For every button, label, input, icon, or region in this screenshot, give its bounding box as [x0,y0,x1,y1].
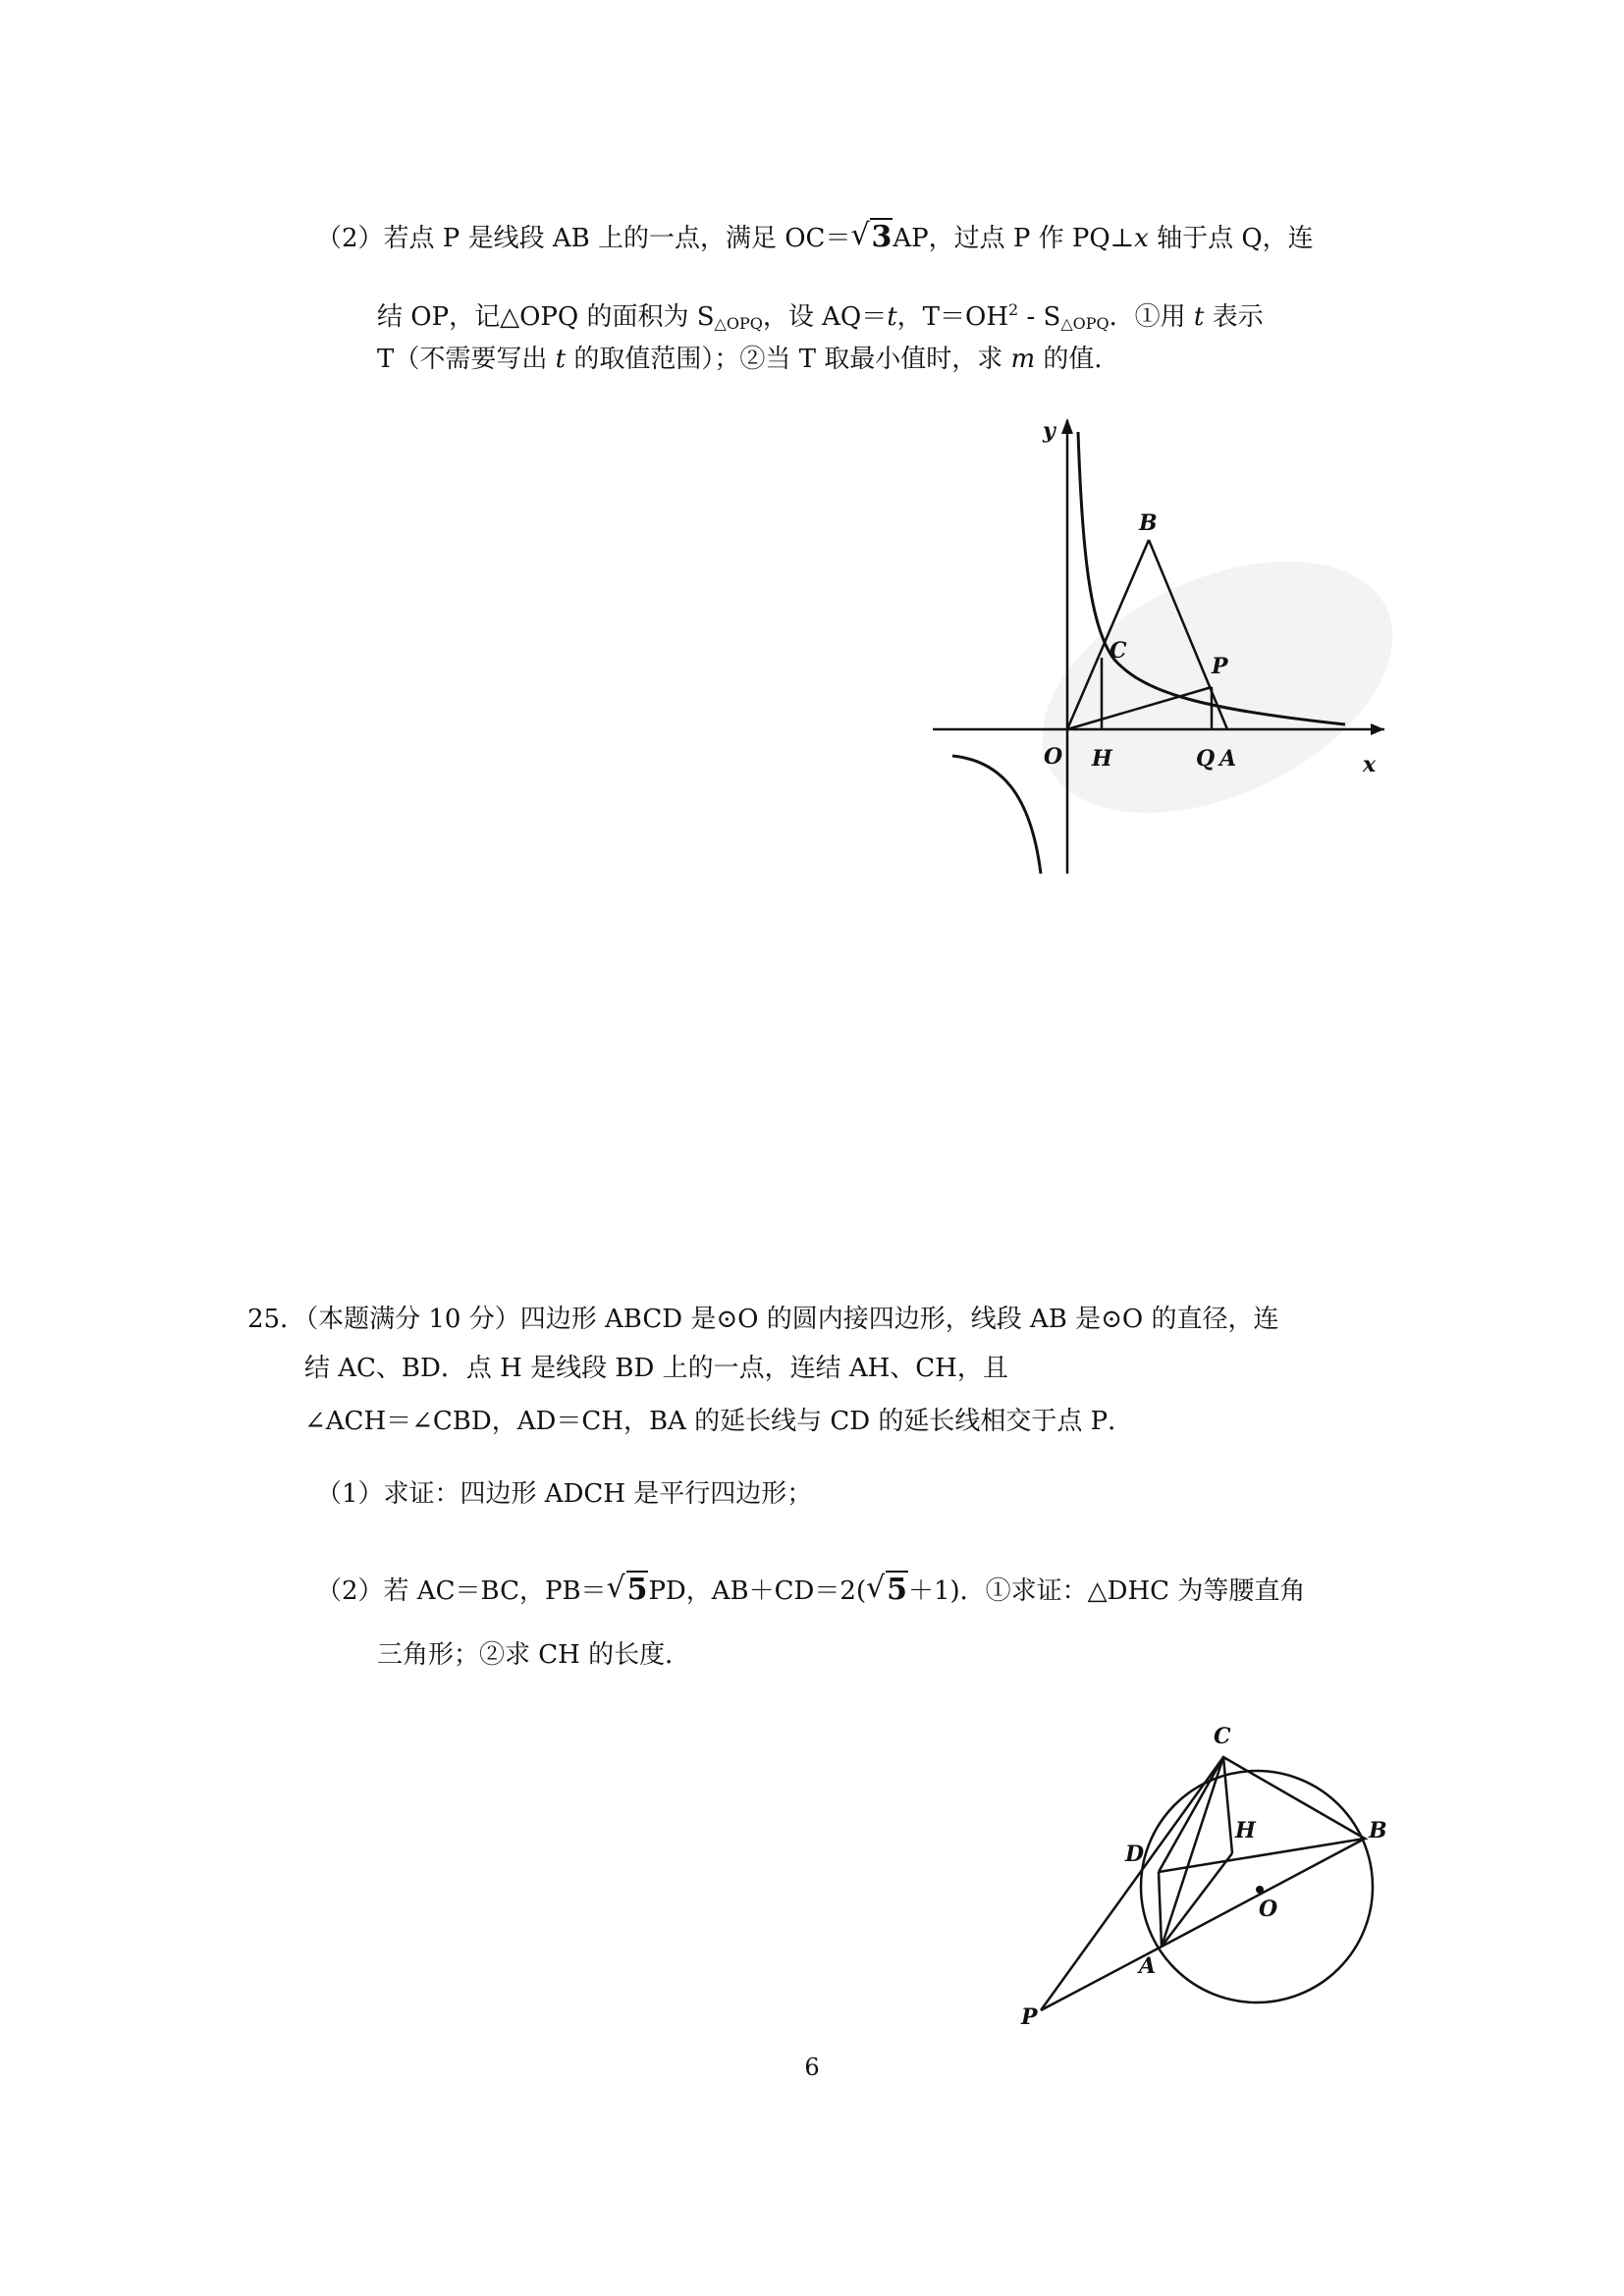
var-t: t [555,345,567,374]
superscript-2: 2 [1008,300,1019,319]
text: 结 OP，记△OPQ 的面积为 S [377,302,715,332]
label-Q: Q [1196,746,1216,772]
text: ＋1)．①求证：△DHC 为等腰直角 [907,1576,1306,1606]
q24-part2-line2 [377,291,1264,344]
q25-line1 [247,1300,1278,1339]
text: AP，过点 P 作 PQ⊥ [893,224,1135,253]
label-O: O [1259,1896,1278,1922]
text: ．①用 [1109,302,1194,332]
label-D: D [1125,1842,1145,1867]
q24-part2-line1 [316,218,1314,258]
text: 25．（本题满分 10 分）四边形 ABCD 是⊙O 的圆内接四边形，线段 AB 是⊙O 的直径，连 [247,1305,1279,1334]
text: 表示 [1204,302,1264,332]
figure2-bg [1001,1708,1394,2042]
q25-part2-line2 [377,1635,690,1675]
label-A: A [1219,746,1237,772]
sqrt-3 [850,218,893,257]
var-t: t [1193,302,1205,332]
text: ，T＝OH [896,302,1009,332]
label-H: H [1092,746,1112,772]
text: ，设 AQ＝ [762,302,888,332]
figure-hyperbola-triangle [923,412,1394,883]
sqrt-5 [866,1571,908,1610]
text: 三角形；②求 CH 的长度． [377,1640,691,1670]
sqrt-5-radicand: 5 [887,1573,907,1607]
center-O-dot [1256,1886,1264,1894]
q25-line2 [304,1349,1008,1388]
label-O: O [1044,744,1063,770]
label-H: H [1235,1818,1256,1843]
q24-part2-line3 [377,340,1119,379]
label-x: x [1363,752,1377,777]
label-C: C [1214,1724,1231,1749]
text: 的取值范围）；②当 T 取最小值时，求 [566,345,1011,374]
label-P: P [1212,654,1228,679]
text: PD，AB＋CD＝2( [648,1576,867,1606]
label-A: A [1139,1953,1157,1979]
q25-part1 [316,1474,812,1514]
text: 结 AC、BD．点 H 是线段 BD 上的一点，连结 AH、CH，且 [304,1354,1008,1383]
text: - S [1018,302,1061,332]
label-y: y [1043,418,1056,444]
label-B: B [1139,510,1158,536]
text: 的值． [1035,345,1120,374]
subscript-opq: △OPQ [714,314,763,333]
var-t: t [887,302,897,332]
label-P: P [1021,2004,1038,2030]
label-C: C [1110,638,1127,664]
text: ∠ACH＝∠CBD，AD＝CH，BA 的延长线与 CD 的延长线相交于点 P． [304,1407,1134,1436]
text: 轴于点 Q，连 [1148,224,1314,253]
sqrt-5 [607,1571,649,1610]
text: （1）求证：四边形 ADCH 是平行四边形； [316,1479,813,1509]
page-number: 6 [804,2054,820,2081]
subscript-opq: △OPQ [1060,314,1110,333]
label-B: B [1369,1818,1387,1843]
var-m: m [1010,345,1036,374]
var-x: x [1134,224,1149,253]
sqrt-5-radicand: 5 [626,1573,648,1607]
figure-circle-quadrilateral [1001,1708,1394,2042]
q25-part2-line1 [316,1571,1305,1611]
sqrt-3-radicand: 3 [871,220,893,254]
text: （2）若 AC＝BC，PB＝ [316,1576,607,1606]
text: T（不需要写出 [377,345,556,374]
q25-line3 [304,1402,1133,1441]
text: （2）若点 P 是线段 AB 上的一点，满足 OC＝ [316,224,851,253]
